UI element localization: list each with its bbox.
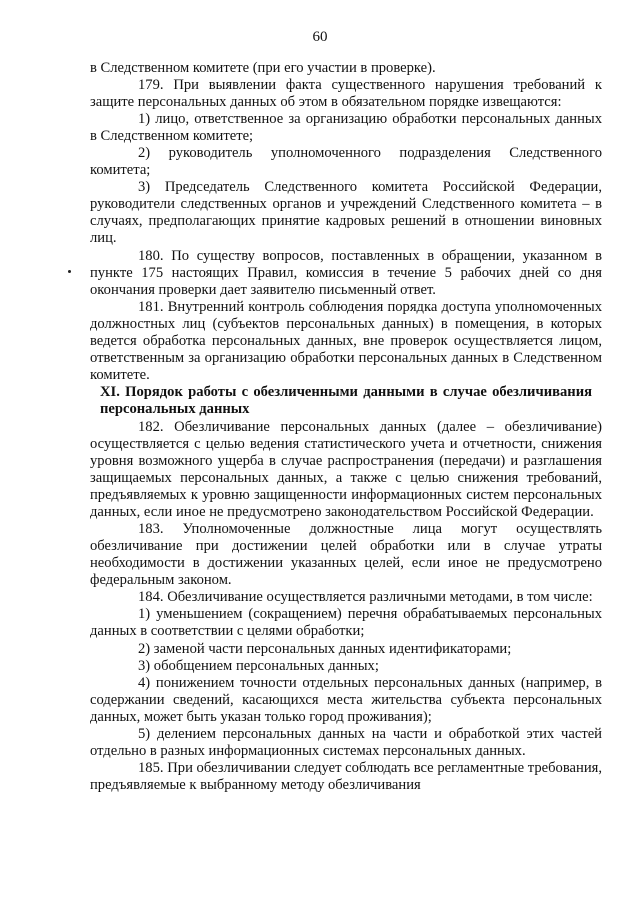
paragraph: 184. Обезличивание осуществляется различными методами, в том числе: [138,589,593,606]
paragraphs-before-heading [90,60,602,384]
paragraph: 2) руководитель уполномоченного подразделения Следственного комитета; [90,145,602,179]
paragraph: 183. Уполномоченные должностные лица могут осуществлять обезличивание при достижении целей обработки или в случае утраты необходимости в достижении указанных целей, если иное не предусмотрено федеральным законом. [90,521,602,589]
paragraph: 2) заменой части персональных данных идентификаторами; [138,640,512,657]
section-heading: XI. Порядок работы с обезличенными данными в случае обезличивания персональных данных [100,383,592,418]
paragraph: 5) делением персональных данных на части и обработкой этих частей отдельно в разных информационных системах персональных данных. [90,725,602,759]
paragraph: 179. При выявлении факта существенного нарушения требований к защите персональных данных об этом в обязательном порядке извещаются: [90,77,602,111]
paragraph: 180. По существу вопросов, поставленных в обращении, указанном в пункте 175 настоящих Правил, комиссия в течение 5 рабочих дней со дня окончания проверки дает заявителю письменный ответ. [90,247,602,298]
page-number: 60 [312,29,328,45]
paragraph: 182. Обезличивание персональных данных (далее – обезличивание) осуществляется с целью ведения статистического учета и отчетности, снижения уровня возможного ущерба в случае распространения (передачи) и разглашения защищаемых персональных данных, а также с целью снижения требований, предъявляемых к уровню защищенности информационных систем персональных данных, если иное не предусмотрено законодательством Российской Федерации. [90,418,602,521]
paragraphs-after-heading [90,419,602,794]
paragraph: 4) понижением точности отдельных персональных данных (например, в содержании сведений, касающихся места жительства субъекта персональных данных, может быть указан только город проживания); [90,674,602,725]
paragraph: 1) лицо, ответственное за организацию обработки персональных данных в Следственном комитете; [90,111,602,145]
paragraph: 3) Председатель Следственного комитета Российской Федерации, руководители следственных органов и учреждений Следственного комитета – в случаях, предполагающих принятие кадровых решений в отношении виновных лиц. [90,179,602,247]
document-body [90,60,602,794]
paragraph: 3) обобщением персональных данных; [138,657,379,674]
paragraph: 1) уменьшением (сокращением) перечня обрабатываемых персональных данных в соответствии с целями обработки; [90,606,602,640]
paragraph: 181. Внутренний контроль соблюдения порядка доступа уполномоченных должностных лиц (субъектов персональных данных) в помещения, в которых ведется обработка персональных данных, вне проверок осуществляется лицом, ответственным за организацию обработки персональных данных в Следственном комитете. [90,298,602,383]
margin-mark [68,270,71,273]
paragraph: 185. При обезличивании следует соблюдать все регламентные требования, предъявляемые к выбранному методу обезличивания [90,759,602,793]
paragraph: в Следственном комитете (при его участии в проверке). [90,60,436,76]
